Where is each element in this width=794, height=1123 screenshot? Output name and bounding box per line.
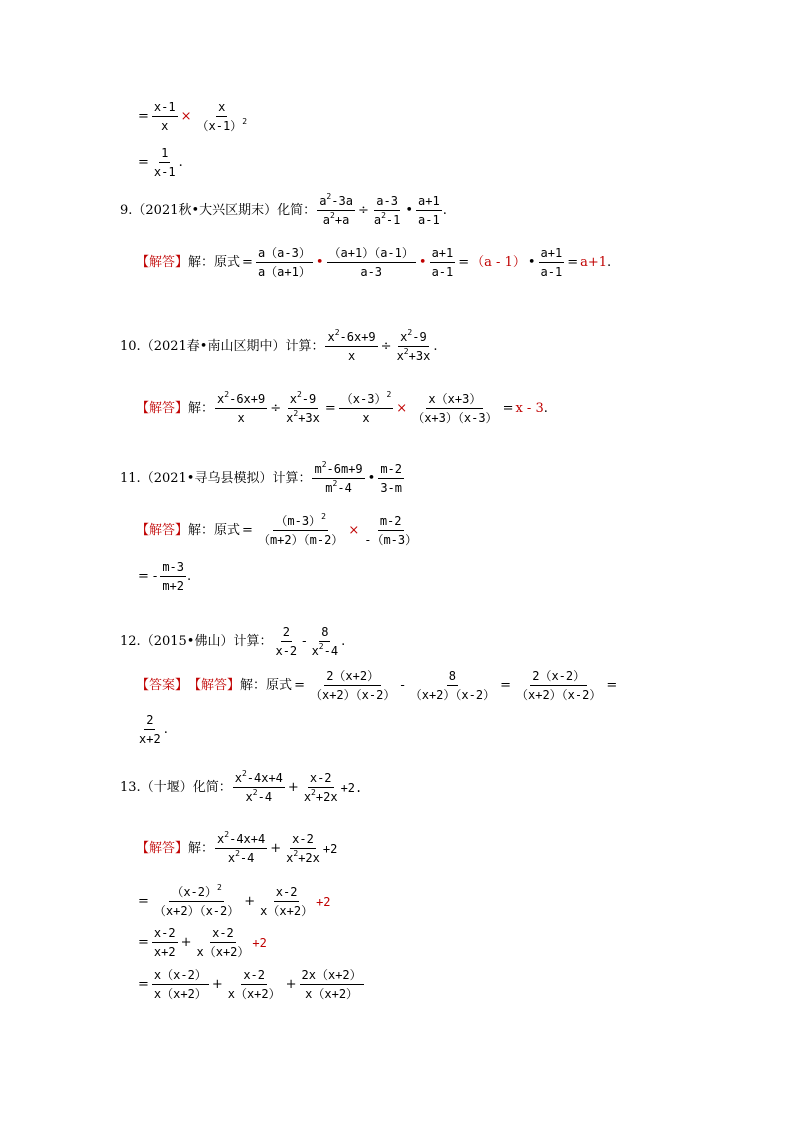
answer-tag: 【解答】 [136, 400, 189, 416]
red-term: +2 [316, 894, 331, 909]
problem-number: 12. [120, 633, 141, 649]
continuation-line-2: = $\frac{1}{x-1}$ . [138, 146, 183, 179]
problem-number: 10. [120, 338, 141, 354]
problem-13: 13. （十堰） 化简： $\frac{x^2-4x+4}{x^2-4}$ + $\frac{x-2}{x^2+2x}$ +2. [120, 769, 363, 804]
solution-label: 解： [188, 400, 215, 416]
problem-source: （十堰） [140, 779, 193, 795]
result: x - 3 [515, 400, 544, 416]
problem-source: （2015•佛山） [140, 633, 234, 649]
problem-source: （2021•寻乌县模拟） [140, 470, 273, 486]
red-term: +2 [252, 935, 267, 950]
original-label: 原式 [214, 522, 241, 538]
problem-source: （2021秋•大兴区期末） [132, 202, 278, 218]
continuation-line-1: = $\frac{x-1}{x}$ × $\frac{x}{(x-1)^2}$ [138, 100, 248, 133]
solution-13-step-3: = $\frac{x(x-2)}{x(x+2)}$ + $\frac{x-2}{x(x+2)}$ + $\frac{2x(x+2)}{x(x+2)}$ [138, 968, 362, 1001]
fraction: $\frac{1}{x-1}$ [153, 146, 176, 179]
solution-label: 解： [188, 840, 215, 856]
problem-12: 12. （2015•佛山） 计算： $\frac{2}{x-2}$ - $\frac{8}{x^2-4}$ . [120, 625, 346, 658]
result: a+1 [580, 254, 608, 270]
solution-11: 【解答】 解： 原式 = $\frac{(m-3)^2}{(m+2)(m-2)}$ × $\frac{m-2}{-(m-3)}$ [136, 512, 418, 547]
problem-number: 13. [120, 779, 141, 795]
problem-10: 10. （2021春•南山区期中） 计算： $\frac{x^2-6x+9}{x}$ ÷ $\frac{x^2-9}{x^2+3x}$ . [120, 328, 438, 363]
answer-tag: 【解答】 [136, 254, 189, 270]
solution-12-result: $\frac{2}{x+2}$ . [139, 713, 168, 746]
red-term: （a - 1） [471, 254, 526, 270]
problem-instruction: 计算： [272, 470, 312, 486]
answer-tag: 【解答】 [188, 677, 241, 693]
problem-source: （2021春•南山区期中） [140, 338, 286, 354]
answer-tag: 【解答】 [136, 522, 189, 538]
solution-13-step-2: = $\frac{x-2}{x+2}$ + $\frac{x-2}{x(x+2)}$ +2 [138, 926, 267, 959]
solution-11-result: = - $\frac{m-3}{m+2}$ . [138, 560, 192, 593]
solution-13: 【解答】 解： $\frac{x^2-4x+4}{x^2-4}$ + $\frac{x-2}{x^2+2x}$ +2 [136, 830, 338, 865]
answer-tag: 【解答】 [136, 840, 189, 856]
solution-label: 解： [240, 677, 267, 693]
problem-number: 9. [120, 202, 133, 218]
solution-12: 【答案】 【解答】 解： 原式 = $\frac{2(x+2)}{(x+2)(x-2)}$ - $\frac{8}{(x+2)(x-2)}$ = $\frac{2(x-2)}{(x+2)(x-2)}$ = [136, 669, 618, 702]
solution-13-step-1: = $\frac{(x-2)^2}{(x+2)(x-2)}$ + $\frac{x-2}{x(x+2)}$ +2 [138, 883, 331, 918]
problem-instruction: 计算： [233, 633, 273, 649]
fraction: $\frac{x}{(x-1)^2}$ [196, 100, 248, 133]
solution-10: 【解答】 解： $\frac{x^2-6x+9}{x}$ ÷ $\frac{x^2-9}{x^2+3x}$ = $\frac{(x-3)^2}{x}$ × $\frac{x(x+3)}{(x+3)(x-3)}$ = x - 3 . [136, 390, 548, 425]
solution-9: 【解答】 解： 原式 = $\frac{a(a-3)}{a(a+1)}$ • $\frac{(a+1)(a-1)}{a-3}$ • $\frac{a+1}{a-1}$ = （a - 1） • $\frac{a+1}{a-1}$ = a+1 . [136, 246, 612, 279]
problem-instruction: 化简： [192, 779, 232, 795]
original-label: 原式 [214, 254, 241, 270]
answer-label: 【答案】 [136, 677, 189, 693]
problem-number: 11. [120, 470, 141, 486]
fraction: $\frac{x-1}{x}$ [153, 100, 176, 133]
original-label: 原式 [266, 677, 293, 693]
problem-9: 9. （2021秋•大兴区期末） 化简： $\frac{a^2-3a}{a^2+a}$ ÷ $\frac{a-3}{a^2-1}$ • $\frac{a+1}{a-1}$ . [120, 192, 447, 227]
problem-11: 11. （2021•寻乌县模拟） 计算： $\frac{m^2-6m+9}{m^2-4}$ • $\frac{m-2}{3-m}$ [120, 460, 403, 495]
solution-label: 解： [188, 522, 215, 538]
solution-label: 解： [188, 254, 215, 270]
problem-instruction: 计算： [285, 338, 325, 354]
problem-instruction: 化简： [277, 202, 317, 218]
